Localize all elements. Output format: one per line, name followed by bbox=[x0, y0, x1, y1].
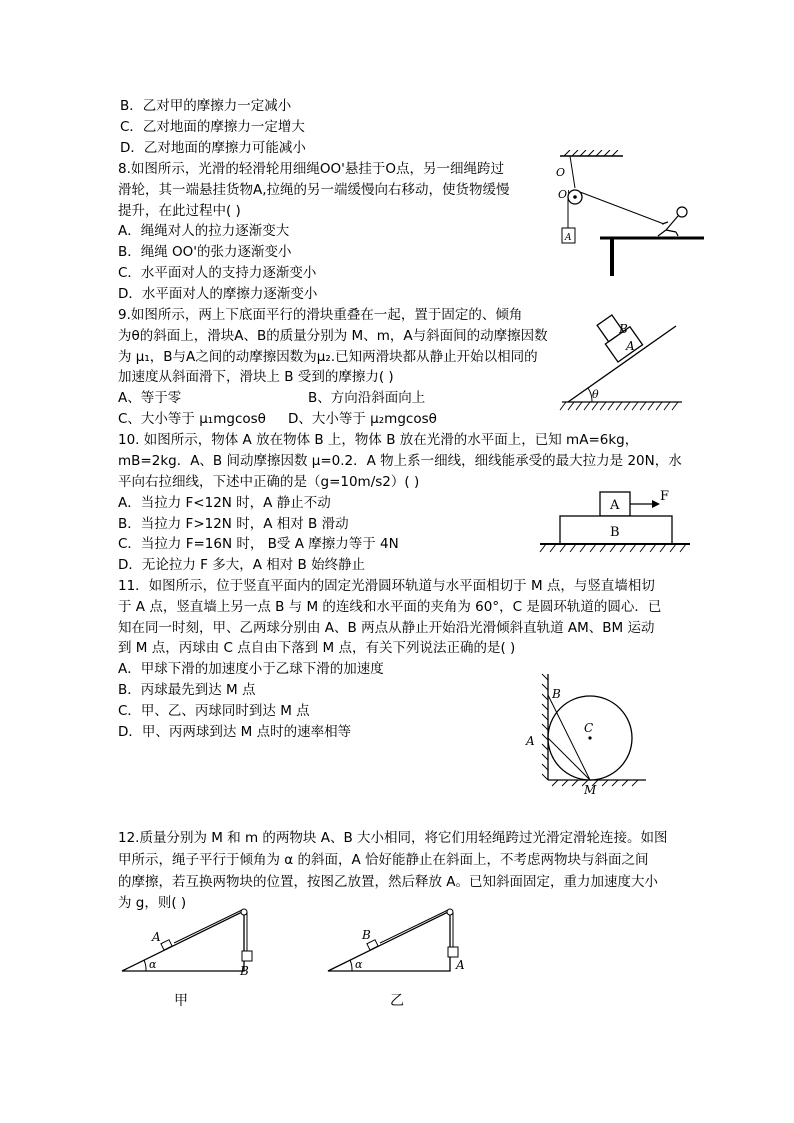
q10-block-figure bbox=[536, 486, 694, 558]
q11-label-c: C bbox=[584, 721, 594, 735]
q10-option-d: D．无论拉力 F 多大，A 相对 B 始终静止 bbox=[118, 557, 366, 573]
q9-incline-figure bbox=[558, 306, 688, 414]
q12-stem-line-1: 12.质量分别为 M 和 m 的两物块 A、B 大小相同，将它们用轻绳跨过光滑定滑轮连接。如图 bbox=[118, 830, 668, 846]
q12-jia-label-alpha: α bbox=[149, 958, 157, 971]
q9-option-c: C、大小等于 μ₁mgcosθ bbox=[118, 411, 266, 427]
q8-option-b: B．绳绳 OO'的张力逐渐变小 bbox=[118, 244, 292, 260]
q11-label-b: B bbox=[552, 687, 561, 701]
q8-pulley-figure bbox=[548, 150, 713, 280]
q12-yi-label-b: B bbox=[362, 928, 371, 942]
q12-jia-label-b: B bbox=[240, 964, 249, 978]
q7-option-b: B．乙对甲的摩擦力一定减小 bbox=[120, 98, 292, 114]
q10-option-b: B．当拉力 F>12N 时，A 相对 B 滑动 bbox=[118, 516, 349, 532]
q12-jia-label-a: A bbox=[152, 930, 161, 944]
q11-label-m: M bbox=[584, 783, 597, 797]
q12-jia-caption: 甲 bbox=[174, 993, 188, 1009]
q10-stem-line-3: 平向右拉细线，下述中正确的是（g=10m/s2）( ) bbox=[118, 474, 420, 490]
q11-stem-line-2: 于 A 点，竖直墙上另一点 B 与 M 的连线和水平面的夹角为 60°，C 是圆环轨道的圆心．已 bbox=[118, 599, 662, 615]
q11-option-c: C．甲、乙、丙球同时到达 M 点 bbox=[118, 703, 310, 719]
q10-option-c: C．当拉力 F=16N 时， B受 A 摩擦力等于 4N bbox=[118, 536, 399, 552]
q12-stem-line-3: 的摩擦，若互换两物块的位置，按图乙放置，然后释放 A。已知斜面固定，重力加速度大小 bbox=[118, 874, 659, 890]
q7-option-d: D．乙对地面的摩擦力可能减小 bbox=[120, 140, 306, 156]
q11-option-d: D．甲、丙两球到达 M 点时的速率相等 bbox=[118, 724, 352, 740]
q12-yi-label-a: A bbox=[456, 958, 465, 972]
q11-stem-line-3: 知在同一时刻，甲、乙两球分别由 A、B 两点从静止开始沿光滑倾斜直轨道 AM、BM 运动 bbox=[118, 620, 655, 636]
q12-yi-label-alpha: α bbox=[355, 958, 363, 971]
q11-option-a: A．甲球下滑的加速度小于乙球下滑的加速度 bbox=[118, 661, 384, 677]
q8-option-a: A．绳绳对人的拉力逐渐变大 bbox=[118, 223, 290, 239]
q10-label-a: A bbox=[610, 498, 620, 513]
q9-stem-line-3: 为 μ₁，B与A之间的动摩擦因数为μ₂.已知两滑块都从静止开始以相同的 bbox=[118, 349, 538, 365]
q8-option-c: C．水平面对人的支持力逐渐变小 bbox=[118, 265, 317, 281]
q11-stem-line-4: 到 M 点，丙球由 C 点自由下落到 M 点，有关下列说法正确的是( ) bbox=[118, 640, 516, 656]
q9-label-b: B bbox=[619, 322, 628, 336]
q12-stem-line-4: 为 g，则( ) bbox=[118, 895, 187, 911]
q12-figure-yi bbox=[324, 905, 474, 1010]
q9-stem-line-2: 为θ的斜面上，滑块A、B的质量分别为 M、m，A与斜面间的动摩擦因数 bbox=[118, 328, 548, 344]
arrow-right-icon bbox=[652, 500, 660, 508]
q9-stem-line-4: 加速度从斜面滑下，滑块上 B 受到的摩擦力( ) bbox=[118, 369, 394, 385]
q9-label-a: A bbox=[626, 339, 635, 353]
q7-option-c: C．乙对地面的摩擦力一定增大 bbox=[120, 119, 305, 135]
q10-stem-line-1: 10. 如图所示，物体 A 放在物体 B 上，物体 B 放在光滑的水平面上，已知 mA=6kg， bbox=[118, 432, 639, 448]
q11-stem-line-1: 11．如图所示，位于竖直平面内的固定光滑圆环轨道与水平面相切于 M 点，与竖直墙相切 bbox=[118, 578, 655, 594]
q12-stem-line-2: 甲所示，绳子平行于倾角为 α 的斜面，A 恰好能静止在斜面上，不考虑两物块与斜面之间 bbox=[118, 852, 649, 868]
q8-option-d: D．水平面对人的摩擦力逐渐变小 bbox=[118, 286, 318, 302]
q8-label-a: A bbox=[565, 233, 572, 243]
q10-stem-line-2: mB=2kg．A、B 间动摩擦因数 μ=0.2．A 物上系一细线，细线能承受的最大拉力是 20N，水 bbox=[118, 453, 682, 469]
q11-label-a: A bbox=[526, 734, 535, 748]
q9-option-a: A、等于零 bbox=[118, 390, 182, 406]
q12-figure-jia bbox=[118, 905, 268, 1010]
q10-label-f: F bbox=[660, 489, 670, 504]
q12-yi-caption: 乙 bbox=[390, 993, 404, 1009]
q10-label-b: B bbox=[610, 525, 620, 540]
q11-circle-figure bbox=[520, 670, 650, 798]
q9-option-b: B、方向沿斜面向上 bbox=[308, 390, 426, 406]
person-icon bbox=[658, 207, 687, 236]
q9-option-d: D、大小等于 μ₂mgcosθ bbox=[288, 411, 437, 427]
q9-stem-line-1: 9.如图所示，两上下底面平行的滑块重叠在一起，置于固定的、倾角 bbox=[118, 307, 523, 323]
q9-label-theta: θ bbox=[592, 388, 599, 401]
q11-option-b: B．丙球最先到达 M 点 bbox=[118, 682, 256, 698]
q8-label-o-prime: O' bbox=[558, 188, 571, 201]
q8-stem-line-1: 8.如图所示，光滑的轻滑轮用细绳OO'悬挂于O点，另一细绳跨过 bbox=[118, 161, 504, 177]
q10-option-a: A．当拉力 F<12N 时，A 静止不动 bbox=[118, 495, 331, 511]
q8-stem-line-2: 滑轮，其一端悬挂货物A,拉绳的另一端缓慢向右移动，使货物缓慢 bbox=[118, 182, 510, 198]
q8-stem-line-3: 提升，在此过程中( ) bbox=[118, 203, 241, 219]
q8-label-o: O bbox=[556, 166, 566, 179]
